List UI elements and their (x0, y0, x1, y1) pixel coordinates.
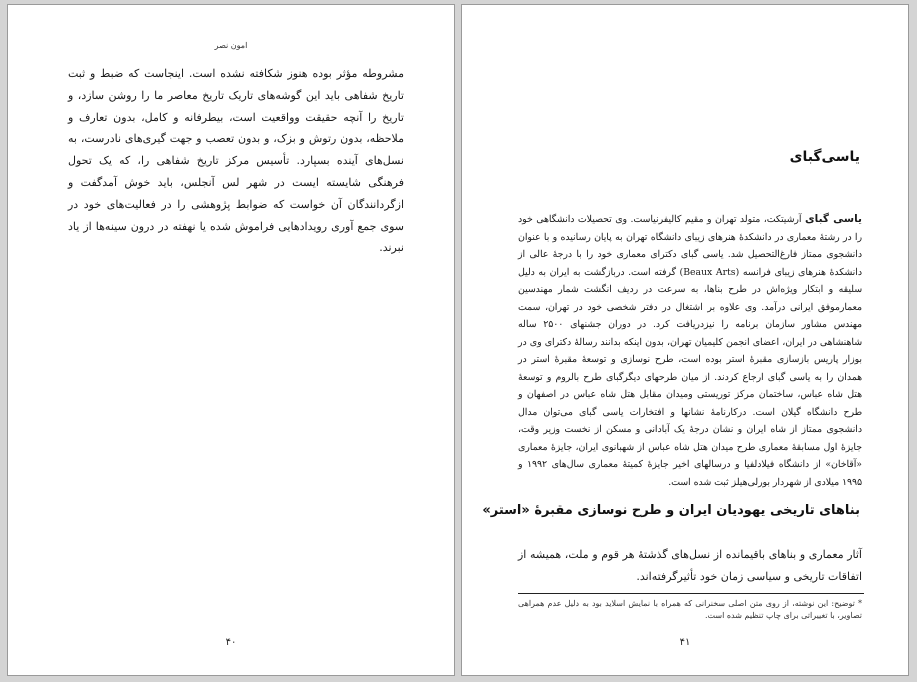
section-heading-yasi-gabay: یاسی‌گبای (789, 149, 860, 165)
left-page (7, 4, 455, 676)
lead-name: یاسی گبای (805, 213, 863, 225)
running-head: امون نصر (214, 41, 248, 50)
section2-text: آثار معماری و بناهای باقیمانده از نسل‌های گذشتهٔ هر قوم و ملت، همیشه از اتفاقات تاریخی و سیاسی زمان خود تأثیرگرفته‌اند. (518, 548, 862, 583)
footnote-text: * توضیح: این نوشته، از روی متن اصلی سخنرانی که همراه با نمایش اسلاید بود به دلیل عدم همراهی تصاویر، با تغییراتی برای چاپ تنظیم شده است. (518, 599, 862, 620)
footnote-divider (518, 593, 864, 594)
left-page-body (68, 63, 404, 259)
page-number-right: ۴۱ (679, 637, 691, 648)
biography-paragraph (518, 211, 862, 491)
section-heading-historic-buildings: بناهای تاریخی یهودیان ایران و طرح نوسازی مقبرهٔ «استر» (482, 503, 860, 518)
section2-paragraph (518, 544, 862, 588)
page-number-left: ۴۰ (225, 637, 237, 648)
footnote (518, 598, 862, 622)
biography-text: آرشیتکت، متولد تهران و مقیم کالیفرنیاست. وی تحصیلات دانشگاهی خود را در رشتهٔ معماری در دانشکدهٔ هنرهای زیبای دانشگاه تهران به پایان رسانیده و با عنوان دانشجوی ممتاز فارغ‌التحصیل شد. یاسی گبای دکترای معماری خود را با درجهٔ عالی از دانشکدهٔ هنرهای زیبای فرانسه (Beaux Arts) گرفته است. دربازگشت به ایران به دلیل سلیقه و ابتکار ویژه‌اش در طرح بناها، به سرعت در ردیف انگشت شمار مهندسین معمارموفق ایرانی درآمد. وی علاوه بر اشتغال در دفتر شخصی خود در تهران، سمت مهندس مشاور سازمان برنامه را نیزدریافت کرد. در دوران جشنهای ۲۵۰۰ ساله شاهنشاهی در ایران، اعضای انجمن کلیمیان تهران، بدون اینکه بدانند رسالهٔ دکترای وی در بوزار پاریس بازسازی مقبرهٔ استر بوده است، طرح نوسازی و توسعهٔ مقبرهٔ استر در همدان را به یاسی گبای ارجاع کردند. از میان طرحهای دیگرگبای طرح بالروم و توسعهٔ هتل شاه عباس، ساختمان مرکز توریستی ومیدان مقابل هتل شاه عباس در اصفهان و طرح دانشگاه گیلان است. درکارنامهٔ نشانها و افتخارات یاسی گبای می‌توان مدال دانشجوی ممتاز از شاه ایران و نشان درجهٔ یک آبادانی و مسکن از نخست وزیر وقت، جایزهٔ اول مسابقهٔ معماری طرح میدان هتل شاه عباس از شهبانوی ایران، جایزهٔ معماری «آقاخان» از دانشگاه فیلادلفیا و درسالهای اخیر جایزهٔ کمیتهٔ معماری سال‌های ۱۹۹۲ و ۱۹۹۵ میلادی از شهردار بورلی‌هیلز ثبت شده است. (518, 214, 862, 488)
body-paragraph: مشروطه مؤثر بوده هنوز شکافته نشده است. اینجاست که ضبط و ثبت تاریخ شفاهی باید این گوشه‌های تاریک تاریخ معاصر ما را روشن سازد، و تاریخ را آنچه حقیقت وواقعیت است، بیطرفانه و کامل، بدون تعارف و ملاحظه، بدون رتوش و بزک، و بدون تعصب و جهت گیری‌های نادرست، به نسل‌های آینده بسپارد. تأسیس مرکز تاریخ شفاهی را، که یک تحول فرهنگی شایسته ایست در شهر لس آنجلس، باید خوش آمدگفت و ازگردانندگان آن خواست که ضوابط پژوهشی را در فعالیت‌های خود در سوی جمع آوری رویدادهایی فراموش شده یا نهفته در درون سینه‌ها از یاد نبرند. (68, 67, 404, 255)
right-page (461, 4, 909, 676)
